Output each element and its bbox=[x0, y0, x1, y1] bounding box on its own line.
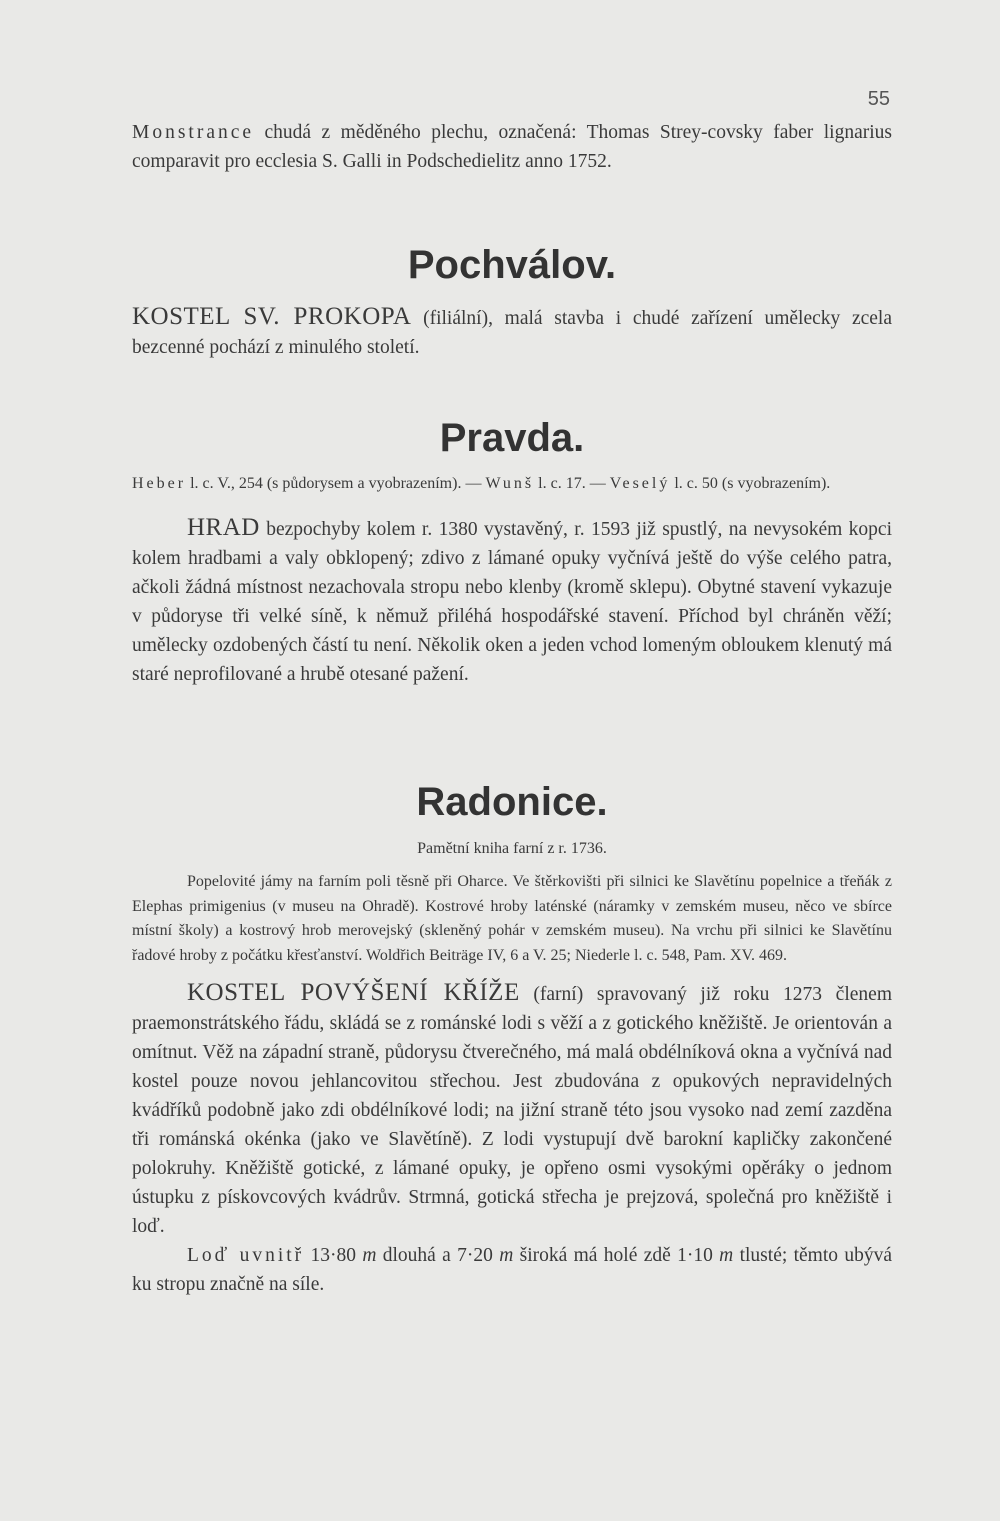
page-number: 55 bbox=[867, 88, 890, 110]
radonice-lead: KOSTEL POVÝŠENÍ KŘÍŽE bbox=[187, 979, 520, 1006]
pravda-heading: Pravda. bbox=[439, 416, 585, 460]
pravda-section bbox=[132, 416, 892, 689]
intro-text: chudá z měděného plechu, označená: Thomas Strey-covsky faber lignarius comparavit pro ecclesia S. Galli in Podschedielitz anno 1752. bbox=[132, 122, 892, 172]
pravda-text: bezpochyby kolem r. 1380 vystavěný, r. 1593 již spustlý, na nevysokém kopci kolem hradbami a valy obklopený; zdivo z lámané opuky vyčnívá ještě do výše celého patra, ačkoli žádná místnost nezachovala stropu nebo klenby (kromě sklepu). Obytné stavení vykazuje v půdoryse tři velké síně, k němuž přiléhá hospodářské stavení. Příchod byl chráněn věží; umělecky ozdobených částí tu není. Několik oken a jeden vchod lomeným obloukem klenutý má staré neprofilované a hrubě otesané pažení. bbox=[132, 518, 892, 685]
unit-2: m bbox=[499, 1245, 514, 1266]
radonice-text: (farní) spravovaný již roku 1273 členem praemonstrátského řádu, skládá se z románské lodi s věží a z gotického kněžiště. Je orientován a omítnut. Věž na západní straně, půdorysu čtverečného, má malá obdélníková okna a vyčnívá nad kostel pouze novou jehlancovitou střechou. Jest zbudována z opukových nepravidelných kvádříků podobně jako zdi obdélníkové lodi; na jižní straně této jsou vysoko nad zemí zazděna tři románská okénka (jako ve Slavětíně). Z lodi vystupují dvě barokní kapličky zakončené polokruhy. Kněžiště gotické, z lámané opuky, je opřeno osmi vysokými opěráky o jednom ústupku z pískovcových kvádrův. Strmná, gotická střecha je prejzová, společná pro kněžiště i loď. bbox=[132, 984, 892, 1237]
final-lead: Loď uvnitř bbox=[187, 1245, 305, 1266]
radonice-source: Pamětní kniha farní z r. 1736. bbox=[417, 840, 607, 857]
pravda-paragraph bbox=[132, 513, 892, 689]
final-text-2: dlouhá a 7·20 bbox=[376, 1245, 500, 1266]
radonice-finds: Popelovité jámy na farním poli těsně při Oharce. Ve štěrkovišti při silnici ke Slavětínu popelnice a třeňák z Elephas primigenius (v museu na Ohradě). Kostrové hroby laténské (náramky v zemském museu, něco ve sbírce místní školy) a kostrový hrob merovejský (skleněný pohár v zemském museu). Na vrchu při silnici ke Slavětínu řadové hroby z počátku křesťanství. Woldřich Beiträge IV, 6 a V. 25; Niederle l. c. 548, Pam. XV. 469. bbox=[132, 873, 892, 964]
pravda-references bbox=[132, 472, 892, 497]
intro-section bbox=[132, 118, 892, 176]
intro-paragraph bbox=[132, 118, 892, 176]
radonice-final-paragraph bbox=[132, 1241, 892, 1299]
pochvalov-heading: Pochválov. bbox=[407, 243, 617, 287]
ref-text-2: l. c. 17. — bbox=[534, 475, 610, 492]
intro-lead: Monstrance bbox=[132, 122, 255, 143]
final-text-4: tlusté; těmto ubývá ku stropu značně na síle. bbox=[132, 1245, 892, 1295]
radonice-church-paragraph bbox=[132, 978, 892, 1241]
ref-author-3: Veselý bbox=[609, 475, 671, 492]
unit-3: m bbox=[719, 1245, 734, 1266]
pochvalov-section bbox=[132, 243, 892, 362]
radonice-section bbox=[132, 780, 892, 1299]
ref-author-1: Heber bbox=[132, 475, 187, 492]
unit-1: m bbox=[362, 1245, 377, 1266]
pochvalov-lead: KOSTEL SV. PROKOPA bbox=[132, 303, 412, 330]
final-text-3: široká má holé zdě 1·10 bbox=[513, 1245, 720, 1266]
pochvalov-paragraph bbox=[132, 302, 892, 362]
ref-text-1: l. c. V., 254 (s půdorysem a vyobrazením). — bbox=[186, 475, 486, 492]
final-text-1: 13·80 bbox=[304, 1245, 363, 1266]
pravda-lead: HRAD bbox=[187, 513, 260, 541]
ref-author-2: Wunš bbox=[485, 475, 535, 492]
pochvalov-text: (filiální), malá stavba i chudé zařízení umělecky zcela bezcenné pochází z minulého století. bbox=[132, 308, 892, 358]
ref-text-3: l. c. 50 (s vyobrazením). bbox=[670, 475, 831, 492]
radonice-heading: Radonice. bbox=[416, 780, 608, 824]
